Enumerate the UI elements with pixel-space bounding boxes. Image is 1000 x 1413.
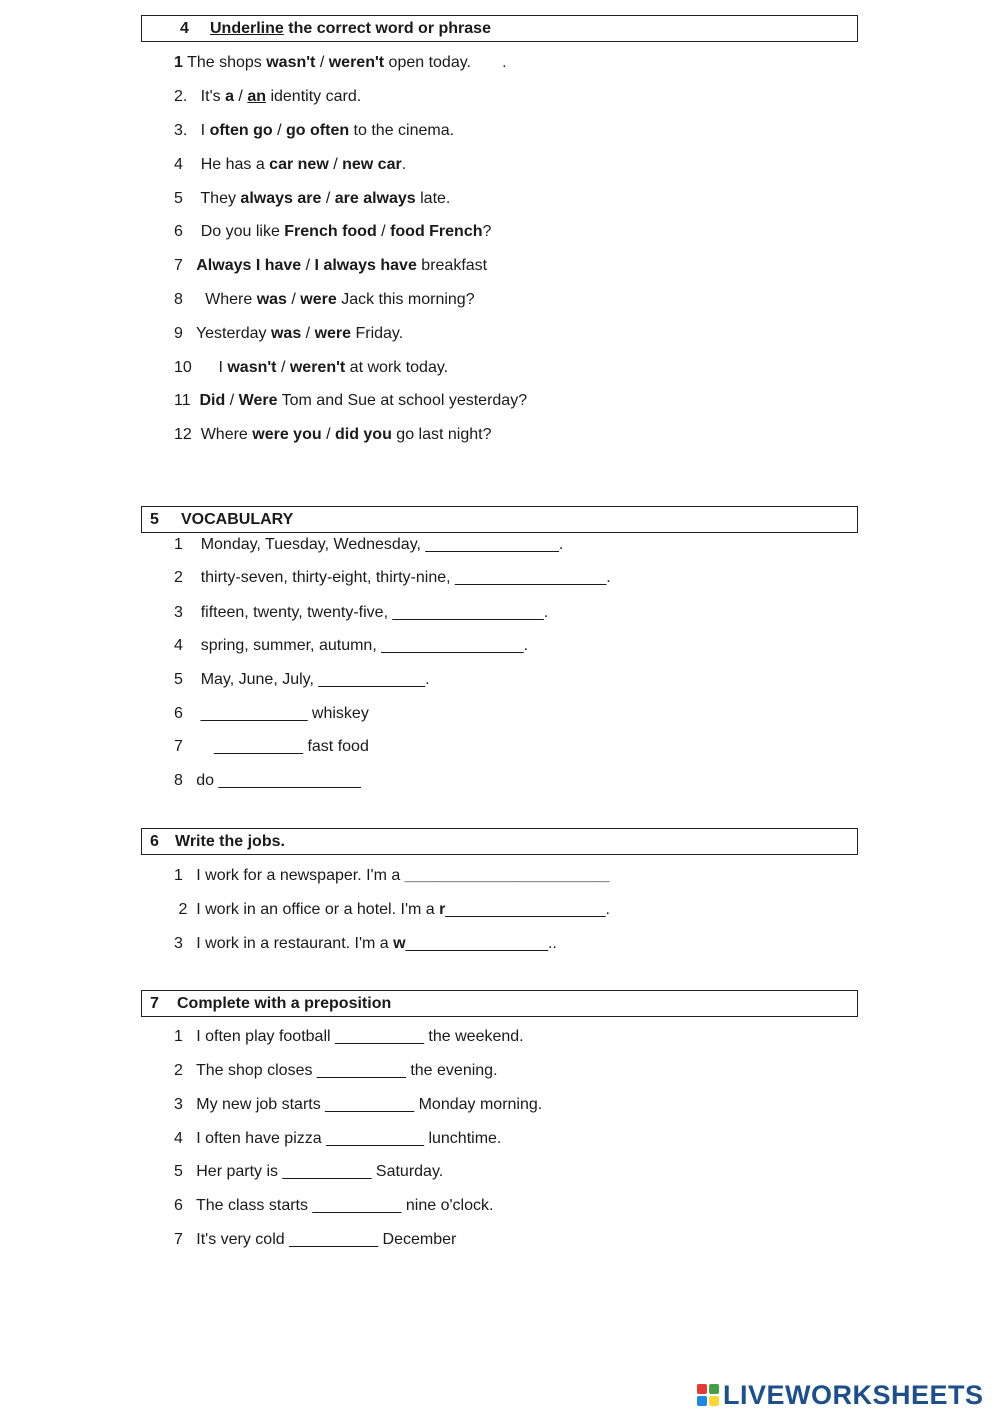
- item-text-end: fast food: [303, 738, 369, 755]
- item-text-end: the evening.: [405, 1062, 498, 1079]
- item-number: 6: [174, 223, 183, 240]
- job-item: [174, 900, 610, 920]
- item-number: 5: [174, 671, 183, 688]
- preposition-item: [174, 1027, 524, 1047]
- item-text: Yesterday: [182, 325, 271, 342]
- answer-blank[interactable]: ________________: [218, 772, 361, 789]
- item-text-end: breakfast: [416, 257, 488, 274]
- item-number: 7: [174, 738, 183, 755]
- item-text: I often have pizza: [182, 1130, 327, 1147]
- item-text: The shops: [182, 54, 267, 71]
- exercise-item: [174, 87, 361, 107]
- item-text-end: ?: [482, 223, 492, 240]
- item-text-end: Monday morning.: [414, 1096, 543, 1113]
- section-5-title: VOCABULARY: [181, 511, 294, 528]
- item-text-end: .: [605, 901, 610, 918]
- exercise-item: [174, 121, 454, 141]
- first-letter-hint: w: [393, 935, 406, 952]
- item-text: Her party is: [182, 1163, 283, 1180]
- option-b[interactable]: I always have: [314, 257, 417, 274]
- job-item: [174, 866, 609, 886]
- option-b[interactable]: weren't: [328, 54, 385, 71]
- item-text-end: nine o'clock.: [401, 1197, 494, 1214]
- item-number: 5: [174, 190, 183, 207]
- option-separator: /: [376, 223, 391, 240]
- item-text: I work in an office or a hotel. I'm a: [187, 901, 440, 918]
- item-text-end: .: [401, 156, 407, 173]
- option-a[interactable]: car new: [269, 156, 329, 173]
- item-number: 8: [174, 772, 183, 789]
- item-number: 12: [174, 426, 192, 443]
- item-text: [191, 392, 200, 409]
- item-text: It's very cold: [182, 1231, 290, 1248]
- vocabulary-item: [174, 670, 430, 690]
- exercise-item: [174, 324, 403, 344]
- vocabulary-item: [174, 603, 548, 623]
- logo-text: LIVEWORKSHEETS: [723, 1379, 984, 1410]
- item-text: Do you like: [182, 223, 285, 240]
- option-a[interactable]: Always I have: [196, 257, 302, 274]
- option-separator: /: [272, 122, 287, 139]
- item-number: 3: [174, 1096, 183, 1113]
- item-number: 4: [174, 637, 183, 654]
- option-a[interactable]: Did: [199, 392, 226, 409]
- item-text-end: lunchtime.: [424, 1130, 502, 1147]
- item-text: I work for a newspaper. I'm a: [182, 867, 405, 884]
- section-7-title: Complete with a preposition: [177, 995, 392, 1012]
- exercise-item: [174, 391, 527, 411]
- preposition-item: [174, 1129, 501, 1149]
- item-number: 6: [174, 1197, 183, 1214]
- item-text-end: Friday.: [351, 325, 404, 342]
- answer-blank[interactable]: __________: [289, 1231, 379, 1248]
- section-7-header: [141, 990, 858, 1017]
- item-number: 2: [174, 901, 188, 918]
- item-number: 8: [174, 291, 183, 308]
- item-text-end: .: [543, 604, 549, 621]
- option-b[interactable]: did you: [334, 426, 392, 443]
- answer-blank[interactable]: _________________: [392, 604, 544, 621]
- answer-blank[interactable]: _______________: [425, 536, 559, 553]
- vocabulary-item: [174, 535, 563, 555]
- option-separator: /: [315, 54, 329, 71]
- exercise-item: [174, 222, 491, 242]
- section-5-header: [141, 506, 858, 533]
- option-b[interactable]: food French: [390, 223, 483, 240]
- exercise-item: [174, 358, 448, 378]
- item-text: spring, summer, autumn,: [182, 637, 382, 654]
- item-text-end: go last night?: [391, 426, 492, 443]
- preposition-item: [174, 1095, 542, 1115]
- item-text-end: the weekend.: [423, 1028, 524, 1045]
- option-separator: /: [286, 291, 301, 308]
- item-number: 3: [174, 935, 183, 952]
- answer-blank[interactable]: _______________________: [404, 867, 610, 884]
- answer-blank[interactable]: ________________: [405, 935, 548, 952]
- exercise-item: [174, 290, 475, 310]
- item-text: I: [191, 359, 228, 376]
- item-text-end: to the cinema.: [349, 122, 455, 139]
- option-separator: /: [233, 88, 248, 105]
- section-7-number: 7: [150, 995, 159, 1012]
- answer-blank[interactable]: _________________: [455, 569, 607, 586]
- item-text-end: .: [425, 671, 430, 688]
- option-b[interactable]: go often: [286, 122, 350, 139]
- first-letter-hint: r: [439, 901, 446, 918]
- item-text: The class starts: [182, 1197, 313, 1214]
- item-text-end: Jack this morning?: [336, 291, 475, 308]
- section-5-number: 5: [150, 511, 159, 528]
- answer-blank[interactable]: ___________: [326, 1130, 424, 1147]
- item-text: thirty-seven, thirty-eight, thirty-nine,: [182, 569, 455, 586]
- option-a[interactable]: a: [225, 88, 234, 105]
- option-separator: /: [328, 156, 343, 173]
- item-number: 1: [174, 1028, 183, 1045]
- option-separator: /: [321, 190, 335, 207]
- answer-blank[interactable]: __________: [325, 1096, 415, 1113]
- item-text-end: .: [606, 569, 611, 586]
- answer-blank[interactable]: __________: [316, 1062, 406, 1079]
- section-6-number: 6: [150, 833, 159, 850]
- item-text: I: [187, 122, 210, 139]
- section-6-header: [141, 828, 858, 855]
- option-b[interactable]: were: [300, 291, 337, 308]
- preposition-item: [174, 1230, 456, 1250]
- option-b[interactable]: an: [247, 88, 266, 105]
- item-number: 7: [174, 1231, 183, 1248]
- option-b[interactable]: are always: [334, 190, 416, 207]
- vocabulary-item: [174, 771, 361, 791]
- vocabulary-item: [174, 704, 369, 724]
- item-number: 6: [174, 705, 183, 722]
- exercise-item: [174, 53, 507, 73]
- option-a[interactable]: often go: [209, 122, 273, 139]
- answer-blank[interactable]: ________________: [381, 637, 524, 654]
- item-number: 2.: [174, 88, 188, 105]
- preposition-item: [174, 1196, 493, 1216]
- item-text-end: Tom and Sue at school yesterday?: [277, 392, 528, 409]
- option-separator: /: [301, 257, 315, 274]
- item-text-end: open today. .: [384, 54, 507, 71]
- option-separator: /: [301, 325, 315, 342]
- item-number: 9: [174, 325, 183, 342]
- item-text: [183, 705, 201, 722]
- option-b[interactable]: Were: [238, 392, 278, 409]
- item-text: The shop closes: [182, 1062, 317, 1079]
- option-separator: /: [225, 392, 239, 409]
- section-4-title-underlined: Underline: [210, 20, 284, 37]
- item-text: Where: [191, 426, 253, 443]
- answer-blank[interactable]: __________: [214, 738, 304, 755]
- option-separator: /: [276, 359, 290, 376]
- preposition-item: [174, 1061, 498, 1081]
- item-text-end: identity card.: [266, 88, 362, 105]
- section-4-header: [141, 15, 858, 42]
- item-text: I often play football: [182, 1028, 335, 1045]
- item-text-end: ..: [547, 935, 557, 952]
- item-number: 4: [174, 1130, 183, 1147]
- option-a[interactable]: was: [256, 291, 287, 308]
- liveworksheets-logo: [697, 1379, 984, 1411]
- item-number: 4: [174, 156, 183, 173]
- item-number: 2: [174, 1062, 183, 1079]
- item-text-end: December: [378, 1231, 457, 1248]
- exercise-item: [174, 256, 487, 276]
- item-text: They: [182, 190, 241, 207]
- exercise-item: [174, 155, 406, 175]
- item-number: 7: [174, 257, 183, 274]
- section-4-title: the correct word or phrase: [283, 20, 491, 37]
- item-text-end: Saturday.: [371, 1163, 444, 1180]
- item-text: It's: [187, 88, 226, 105]
- vocabulary-item: [174, 636, 528, 656]
- option-separator: /: [321, 426, 335, 443]
- item-number: 1: [174, 536, 183, 553]
- item-text: He has a: [182, 156, 270, 173]
- job-item: [174, 934, 557, 954]
- item-number: 1: [174, 867, 183, 884]
- item-number: 5: [174, 1163, 183, 1180]
- answer-blank[interactable]: __________________: [445, 901, 606, 918]
- item-text: [183, 257, 196, 274]
- option-b[interactable]: were: [314, 325, 352, 342]
- item-text-end: late.: [415, 190, 451, 207]
- item-text: [183, 738, 214, 755]
- answer-blank[interactable]: ____________: [200, 705, 308, 722]
- vocabulary-item: [174, 737, 369, 757]
- vocabulary-item: [174, 568, 611, 588]
- item-number: 2: [174, 569, 183, 586]
- option-a[interactable]: always are: [240, 190, 322, 207]
- logo-mark-icon: [697, 1384, 719, 1406]
- item-text-end: at work today.: [345, 359, 449, 376]
- preposition-item: [174, 1162, 443, 1182]
- item-text-end: whiskey: [307, 705, 369, 722]
- item-text: May, June, July,: [182, 671, 319, 688]
- item-number: 3: [174, 604, 183, 621]
- item-text-end: .: [523, 637, 529, 654]
- item-number: 11: [174, 392, 191, 409]
- option-a[interactable]: was: [270, 325, 302, 342]
- item-number: 1: [174, 54, 183, 71]
- item-text: I work in a restaurant. I'm a: [182, 935, 394, 952]
- answer-blank[interactable]: __________: [312, 1197, 402, 1214]
- option-a[interactable]: wasn't: [266, 54, 316, 71]
- answer-blank[interactable]: __________: [282, 1163, 372, 1180]
- item-text: fifteen, twenty, twenty-five,: [182, 604, 393, 621]
- item-text-end: .: [558, 536, 564, 553]
- item-number: 3.: [174, 122, 188, 139]
- section-6-title: Write the jobs.: [175, 833, 285, 850]
- item-number: 10: [174, 359, 192, 376]
- option-a[interactable]: French food: [284, 223, 377, 240]
- option-b[interactable]: new car: [342, 156, 402, 173]
- item-text: do: [182, 772, 219, 789]
- exercise-item: [174, 425, 491, 445]
- item-text: Monday, Tuesday, Wednesday,: [182, 536, 426, 553]
- item-text: My new job starts: [182, 1096, 326, 1113]
- option-a[interactable]: were you: [252, 426, 322, 443]
- exercise-item: [174, 189, 450, 209]
- answer-blank[interactable]: __________: [335, 1028, 424, 1045]
- option-a[interactable]: wasn't: [227, 359, 277, 376]
- item-text: Where: [182, 291, 257, 308]
- answer-blank[interactable]: ____________: [318, 671, 426, 688]
- section-4-number: 4: [180, 20, 189, 37]
- option-b[interactable]: weren't: [289, 359, 346, 376]
